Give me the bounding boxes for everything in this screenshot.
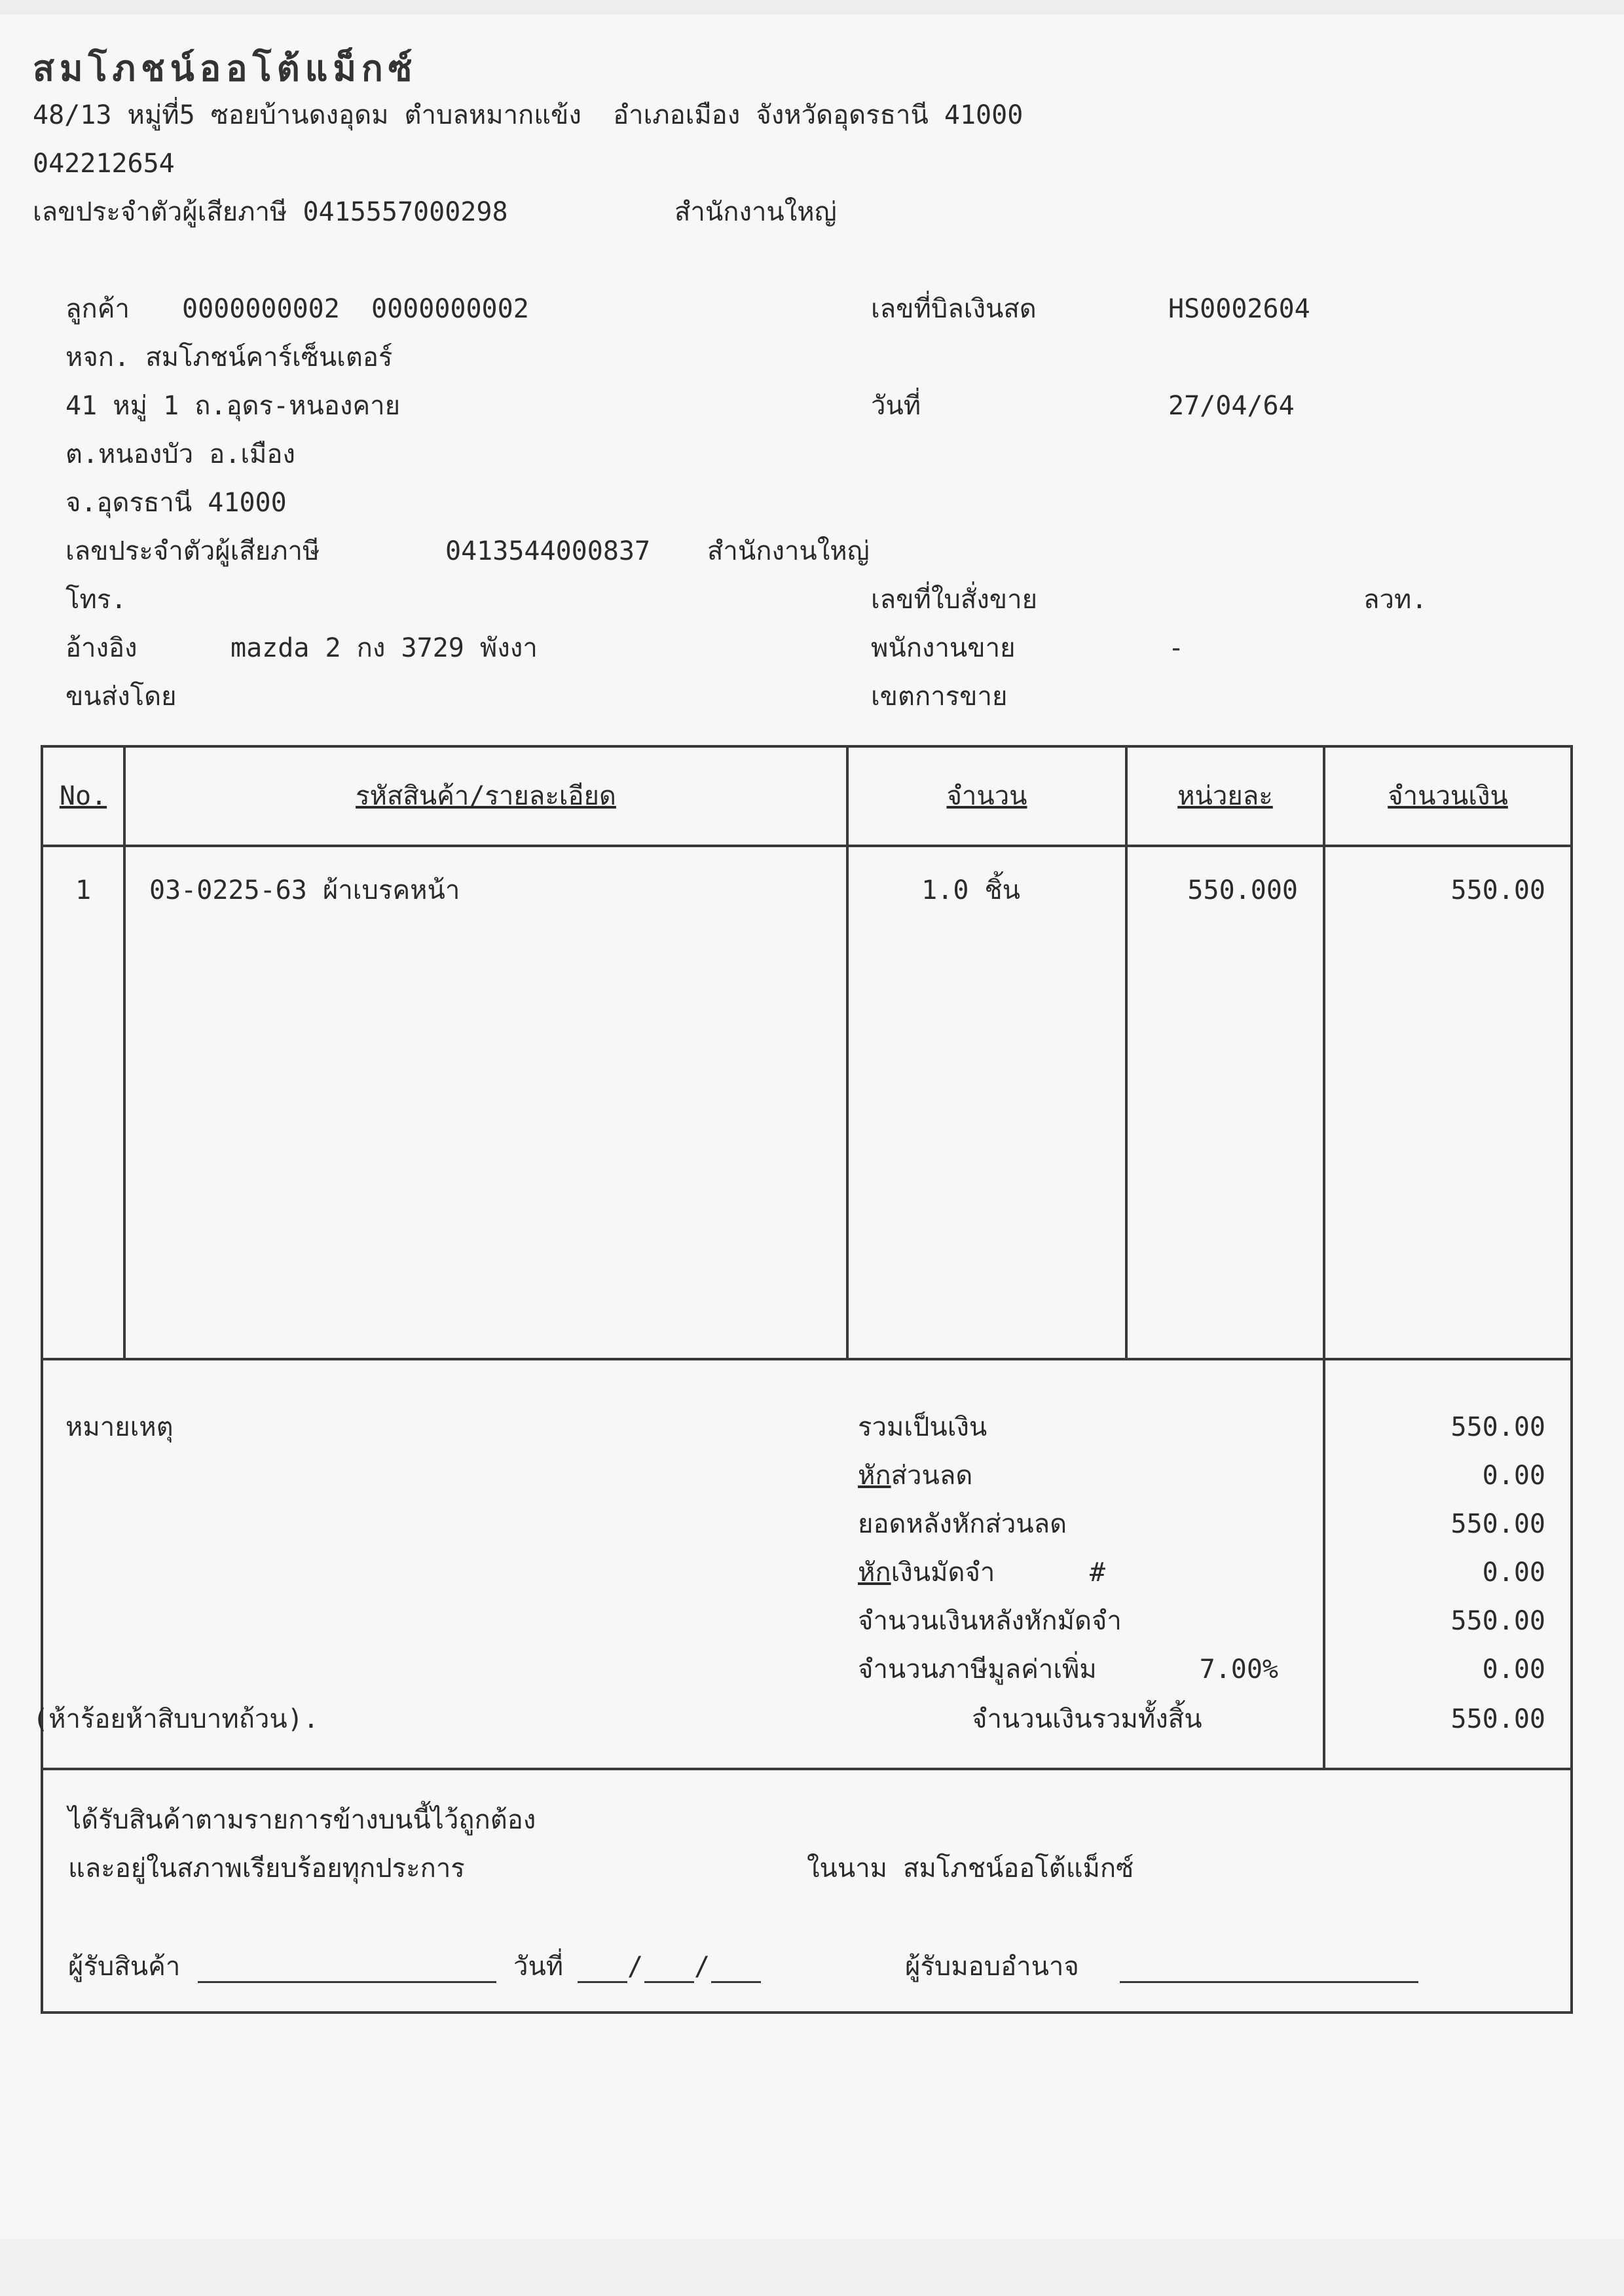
summary-after-discount-value: 550.00 — [1450, 1509, 1545, 1539]
customer-address-2: ต.หนองบัว อ.เมือง — [65, 439, 295, 469]
bill-date-label: วันที่ — [871, 391, 921, 421]
sales-area-label: เขตการขาย — [871, 682, 1008, 712]
bill-no-value: HS0002604 — [1168, 294, 1310, 324]
receiver-label: ผู้รับสินค้า — [68, 1952, 181, 1982]
customer-ref-value: mazda 2 กง 3729 พังงา — [231, 633, 538, 663]
summary-after-discount-label: ยอดหลังหักส่วนลด — [858, 1509, 1067, 1539]
deduct-word: หัก — [858, 1558, 891, 1588]
col-divider-4 — [1323, 745, 1325, 1360]
date-month-line — [644, 1981, 694, 1983]
authorized-signature-line — [1120, 1981, 1418, 1983]
col-divider-3 — [1125, 745, 1128, 1360]
header-description: รหัสสินค้า/รายละเอียด — [356, 781, 616, 811]
items-table — [41, 745, 1573, 1360]
customer-tax-id: 0413544000837 — [445, 536, 651, 566]
summary-discount-label — [858, 1463, 972, 1489]
date-slash-1: / — [627, 1952, 644, 1982]
header-no: No. — [59, 781, 107, 811]
authorized-label: ผู้รับมอบอำนาจ — [905, 1952, 1079, 1982]
deduct-word: หัก — [858, 1461, 891, 1491]
header-quantity: จำนวน — [946, 781, 1027, 811]
header-amount: จำนวนเงิน — [1388, 781, 1508, 811]
summary-deposit-value: 0.00 — [1482, 1558, 1545, 1588]
on-behalf-of: ในนาม สมโภชน์ออโต้แม็กซ์ — [807, 1853, 1134, 1884]
customer-tax-branch: สำนักงานใหญ่ — [707, 536, 870, 566]
customer-ship-label: ขนส่งโดย — [65, 682, 177, 712]
row-unit-price: 550.000 — [1187, 875, 1298, 905]
company-phone: 042212654 — [33, 149, 175, 179]
summary-total-label: รวมเป็นเงิน — [858, 1412, 987, 1442]
header-unit-price: หน่วยละ — [1177, 781, 1273, 811]
remark-label: หมายเหตุ — [65, 1412, 174, 1442]
sales-order-value: ลวท. — [1363, 585, 1428, 615]
sales-order-label: เลขที่ใบสั่งขาย — [871, 585, 1038, 615]
received-statement-2: และอยู่ในสภาพเรียบร้อยทุกประการ — [68, 1853, 465, 1884]
company-branch: สำนักงานใหญ่ — [674, 197, 837, 227]
received-statement-1: ได้รับสินค้าตามรายการข้างบนนี้ไว้ถูกต้อง — [68, 1805, 536, 1835]
summary-grand-total-label: จำนวนเงินรวมทั้งสิ้น — [972, 1704, 1202, 1734]
deposit-word: เงินมัดจำ # — [891, 1558, 1105, 1588]
company-tax-id: เลขประจำตัวผู้เสียภาษี 0415557000298 — [33, 197, 508, 227]
receive-date-label: วันที่ — [513, 1952, 564, 1982]
summary-discount-value: 0.00 — [1482, 1461, 1545, 1491]
company-name: สมโภชน์ออโต้แม็กซ์ — [33, 48, 418, 89]
customer-ref-label: อ้างอิง — [65, 633, 138, 663]
date-slash-2: / — [694, 1952, 710, 1982]
company-address: 48/13 หมู่ที่5 ซอยบ้านดงอุดม ตำบลหมากแข้ง อำเภอเมือง จังหวัดอุดรธานี 41000 — [33, 100, 1024, 130]
row-quantity: 1.0 ชิ้น — [921, 875, 1020, 905]
row-no: 1 — [75, 875, 92, 905]
date-year-line — [711, 1981, 761, 1983]
scan-top-edge — [0, 0, 1624, 14]
salesperson-label: พนักงานขาย — [871, 633, 1016, 663]
amount-in-words: (ห้าร้อยห้าสิบบาทถ้วน). — [33, 1704, 319, 1734]
customer-label: ลูกค้า — [65, 294, 130, 324]
summary-after-deposit-value: 550.00 — [1450, 1606, 1545, 1636]
summary-vat-label: จำนวนภาษีมูลค่าเพิ่ม — [858, 1654, 1097, 1685]
salesperson-value: - — [1168, 633, 1185, 663]
summary-total-value: 550.00 — [1450, 1412, 1545, 1442]
customer-code: 0000000002 0000000002 — [182, 294, 529, 324]
date-day-line — [578, 1981, 627, 1983]
customer-address-1: 41 หมู่ 1 ถ.อุดร-หนองคาย — [65, 391, 401, 421]
customer-tax-label: เลขประจำตัวผู้เสียภาษี — [65, 536, 320, 566]
row-amount: 550.00 — [1450, 875, 1545, 905]
summary-grand-total-value: 550.00 — [1450, 1704, 1545, 1734]
summary-after-deposit-label: จำนวนเงินหลังหักมัดจำ — [858, 1606, 1122, 1636]
row-description: 03-0225-63 ผ้าเบรคหน้า — [149, 875, 460, 905]
scan-bottom-edge — [0, 2239, 1624, 2296]
col-divider-1 — [123, 745, 126, 1360]
col-divider-2 — [846, 745, 849, 1360]
customer-address-3: จ.อุดรธานี 41000 — [65, 488, 287, 518]
summary-deposit-label — [858, 1559, 1105, 1586]
summary-vat-value: 0.00 — [1482, 1654, 1545, 1685]
summary-vat-rate: 7.00% — [1199, 1654, 1278, 1685]
items-header-divider — [41, 845, 1573, 847]
bill-date-value: 27/04/64 — [1168, 391, 1295, 421]
customer-tel-label: โทร. — [65, 585, 127, 615]
bill-no-label: เลขที่บิลเงินสด — [871, 294, 1037, 324]
customer-name: หจก. สมโภชน์คาร์เซ็นเตอร์ — [65, 342, 393, 373]
receiver-signature-line — [198, 1981, 496, 1983]
discount-word: ส่วนลด — [891, 1461, 973, 1491]
